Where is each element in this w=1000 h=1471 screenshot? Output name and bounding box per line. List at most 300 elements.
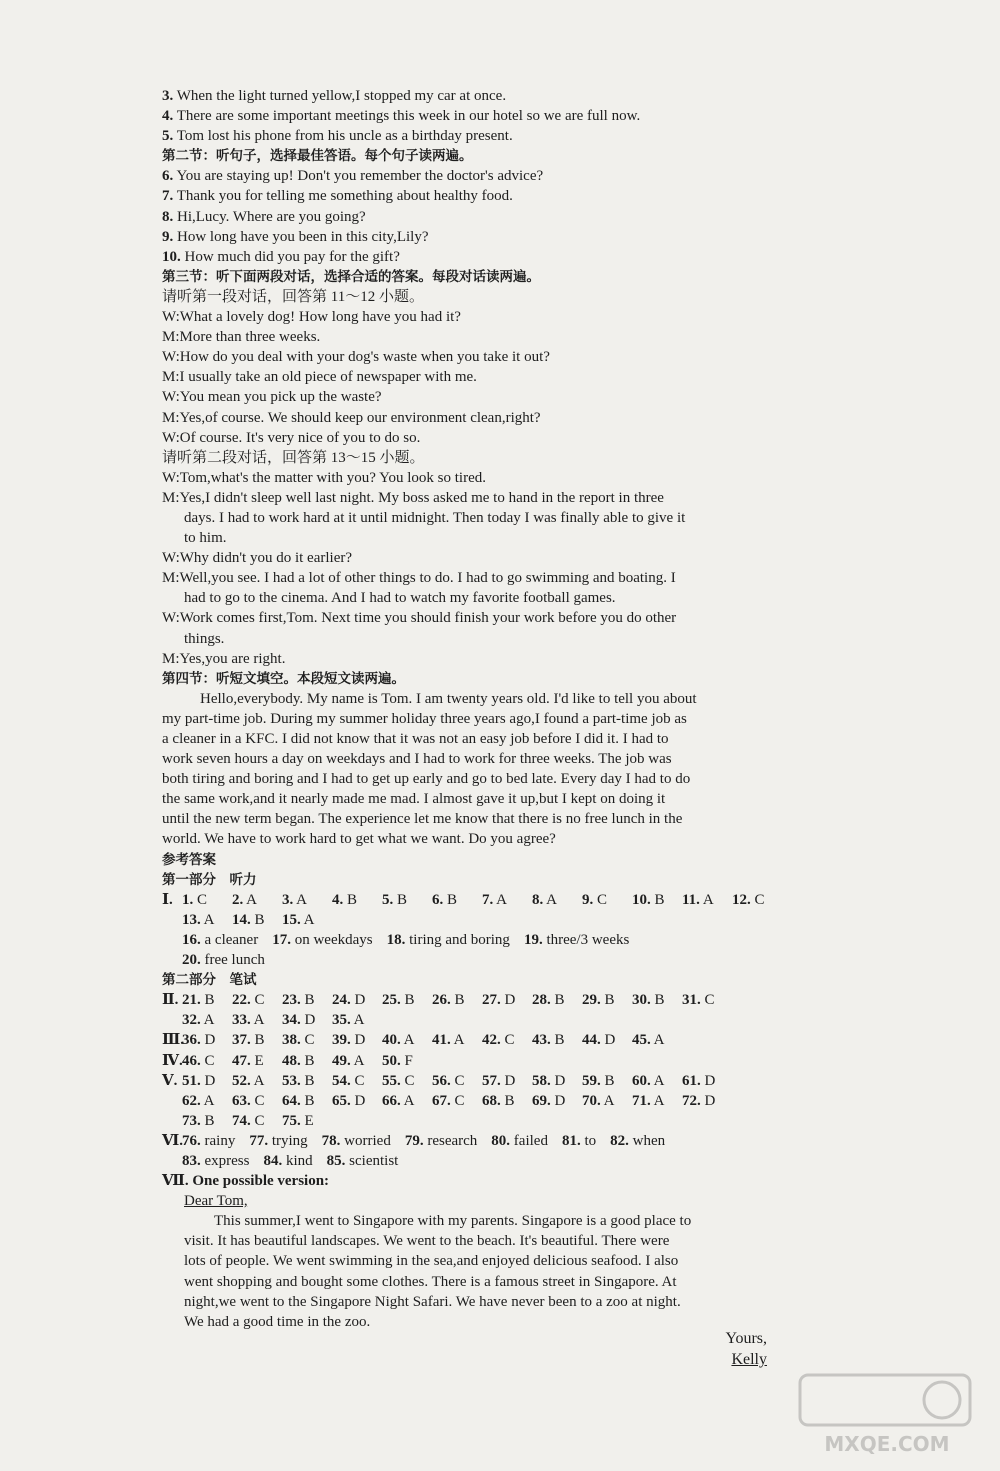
answer-item [182,1030,224,1050]
answer-value: B [300,1052,315,1069]
answer-item [632,990,674,1010]
dialog-continuation: days. I had to work hard at it until midnight. Then today I was finally able to give it [184,509,686,526]
answer-number: 11. [682,891,700,908]
dialog-line: W:Why didn't you do it earlier? [162,550,353,567]
letter-body [162,1211,777,1332]
answer-value: C [250,1092,265,1109]
answer-value: F [400,1052,413,1069]
section4-heading: 第四节：听短文填空。本段短文读两遍。 [162,670,405,687]
dialog-continuation: things. [184,630,225,647]
answer-item [532,1071,574,1091]
part2-answers [162,990,777,1171]
sentence-text: How long have you been in this city,Lily? [173,228,429,245]
answer-value: kind [282,1152,313,1169]
answer-row [162,1151,777,1171]
answer-row [162,990,777,1010]
sentence-number: 5. [162,128,174,145]
answer-item [482,1091,524,1111]
answer-number: 84. [263,1152,283,1169]
answer-number: 75. [282,1112,301,1129]
answer-number: 33. [232,1012,251,1029]
answer-number: 35. [332,1012,351,1029]
answer-item [682,990,724,1010]
answer-value: D [350,992,366,1009]
answer-item [332,990,374,1010]
answer-number: 76. [182,1132,201,1149]
answer-value: A [350,1052,365,1069]
answer-number: 24. [332,992,351,1009]
answer-number: 46. [182,1052,201,1069]
answer-item [232,910,274,930]
answer-item [322,1131,391,1151]
answer-item [482,990,524,1010]
answer-number: 40. [382,1032,401,1049]
answer-number: 41. [432,1032,451,1049]
answer-value: D [300,1012,316,1029]
answer-value: A [650,1032,665,1049]
answer-item [610,1131,665,1151]
answer-item [282,1051,324,1071]
answer-number: 45. [632,1032,651,1049]
section2-heading: 第二节：听句子，选择最佳答语。每个句子读两遍。 [162,148,473,165]
answer-value: D [350,1092,366,1109]
answer-number: 27. [482,992,501,1009]
answer-number: 30. [632,992,651,1009]
answer-row [162,1051,777,1071]
answer-value: C [200,1052,215,1069]
dialog-line: M:Yes,of course. We should keep our environment clean,right? [162,409,541,426]
answer-number: 42. [482,1032,501,1049]
answer-item [272,930,372,950]
answer-value: three/3 weeks [542,931,630,948]
answer-number: 57. [482,1072,501,1089]
answer-number: 37. [232,1032,251,1049]
answer-item [582,1071,624,1091]
answer-number: 56. [432,1072,451,1089]
sentence [162,126,777,146]
letter-line: night,we went to the Singapore Night Safari. We have never been to a zoo at night. [184,1293,681,1310]
answer-item [232,990,274,1010]
answer-number: 74. [232,1112,251,1129]
sentence [162,86,777,106]
answer-item [264,1151,313,1171]
answer-item [432,990,474,1010]
answer-item [327,1151,399,1171]
answer-number: 58. [532,1072,551,1089]
answer-number: 12. [732,891,751,908]
dialog-continuation: to him. [184,530,227,547]
answer-item [232,1010,274,1030]
passage [162,689,777,850]
answer-value: scientist [345,1152,399,1169]
answer-number: 1. [182,891,194,908]
answer-value: A [243,891,258,908]
answer-item [482,1030,524,1050]
answer-value: A [650,1092,665,1109]
answer-value: free lunch [200,952,265,969]
answer-value: C [450,1092,465,1109]
answer-row [162,1010,777,1030]
answer-value: A [200,1012,215,1029]
answer-item [682,1091,724,1111]
answer-value: B [300,1072,315,1089]
answer-item [382,990,424,1010]
answer-number: 7. [482,891,494,908]
dialog1 [162,307,777,448]
answer-item [582,1030,624,1050]
writing-label: Ⅶ. One possible version: [162,1173,330,1190]
roman-numeral: Ⅲ. [162,1032,185,1049]
answer-item [282,1091,324,1111]
answer-value: D [350,1032,366,1049]
answer-row [162,1111,777,1131]
answer-value: A [600,1092,615,1109]
answer-value: C [250,1112,265,1129]
letter-line: This summer,I went to Singapore with my parents. Singapore is a good place to [214,1213,692,1230]
answer-number: 50. [382,1052,401,1069]
answer-number: 21. [182,992,201,1009]
answer-item [382,890,424,910]
answer-item [182,1091,224,1111]
part2-heading: 第二部分 笔试 [162,972,257,989]
answer-number: 69. [532,1092,551,1109]
answer-item [232,1051,274,1071]
answer-number: 49. [332,1052,351,1069]
sentence-number: 7. [162,188,174,205]
sentence-text: How much did you pay for the gift? [180,248,400,265]
answer-value: express [200,1152,250,1169]
answer-value: B [650,891,665,908]
answer-number: 54. [332,1072,351,1089]
answer-value: B [200,1112,215,1129]
answer-number: 2. [232,891,244,908]
answer-number: 72. [682,1092,701,1109]
roman-numeral: Ⅱ. [162,992,179,1009]
answer-row [162,890,777,910]
answer-number: 63. [232,1092,251,1109]
answer-number: 44. [582,1032,601,1049]
letter-closing: Yours, [725,1330,767,1347]
passage-line: work seven hours a day on weekdays and I had to work for three weeks. The job was [162,751,672,768]
answer-value: A [400,1092,415,1109]
dialog-line: M:Yes,you are right. [162,650,286,667]
document-page [162,86,777,1332]
answer-value: A [200,1092,215,1109]
letter-line: went shopping and bought some clothes. There is a famous street in Singapore. At [184,1273,677,1290]
answer-item [182,930,258,950]
answer-number: 85. [326,1152,346,1169]
answer-item [232,1030,274,1050]
answer-item [282,990,324,1010]
answer-number: 13. [182,911,201,928]
answer-value: rainy [200,1132,236,1149]
answer-item [482,890,524,910]
answer-number: 36. [182,1032,201,1049]
answer-value: B [400,992,415,1009]
answer-number: 15. [282,911,301,928]
answer-number: 70. [582,1092,601,1109]
answer-row [162,1030,777,1050]
answer-number: 66. [382,1092,401,1109]
part1-answers [162,890,777,970]
answer-item [332,1071,374,1091]
answer-item [232,1071,274,1091]
answer-item [182,1111,224,1131]
answer-number: 79. [404,1132,424,1149]
dialog-line: W:Work comes first,Tom. Next time you should finish your work before you do other [162,610,677,627]
answer-item [382,1071,424,1091]
answer-number: 48. [282,1052,301,1069]
sentence [162,186,777,206]
sentence [162,247,777,267]
answer-number: 26. [432,992,451,1009]
answer-value: D [200,1072,216,1089]
answer-item [632,1071,674,1091]
answer-item [282,890,324,910]
answer-item [182,1151,250,1171]
answer-number: 53. [282,1072,301,1089]
sentence-text: When the light turned yellow,I stopped my car at once. [173,88,507,104]
answer-item [232,1091,274,1111]
answer-value: research [423,1132,478,1149]
answer-number: 18. [386,931,406,948]
answer-value: C [350,1072,365,1089]
dialog1-heading: 请听第一段对话，回答第 11～12 小题。 [162,288,424,305]
passage-line: a cleaner in a KFC. I did not know that it was not an easy job before I did it. I had to [162,731,669,747]
section3-heading: 第三节：听下面两段对话，选择合适的答案。每段对话读两遍。 [162,268,540,285]
answer-value: D [600,1032,616,1049]
answer-item [482,1071,524,1091]
letter-greeting: Dear Tom, [184,1193,248,1210]
letter-line: We had a good time in the zoo. [184,1313,371,1330]
answer-number: 55. [382,1072,401,1089]
answer-value: D [700,1072,716,1089]
roman-numeral: Ⅳ. [162,1052,183,1069]
answer-row [162,1131,777,1151]
answers-heading: 参考答案 [162,851,216,868]
answer-value: E [250,1052,264,1069]
answer-value: B [500,1092,515,1109]
answer-number: 67. [432,1092,451,1109]
answer-item [532,1030,574,1050]
answer-number: 19. [523,931,543,948]
answer-value: a cleaner [200,931,259,948]
answer-value: C [593,891,608,908]
answer-value: C [193,891,208,908]
passage-line: world. We have to work hard to get what we want. Do you agree? [162,831,556,848]
answer-item [182,910,224,930]
answer-value: B [250,911,265,928]
answer-item [332,1051,374,1071]
answer-row [162,930,777,950]
answer-value: A [493,891,508,908]
answer-number: 17. [272,931,291,948]
answer-number: 20. [182,952,201,969]
answer-value: worried [340,1132,391,1149]
answer-number: 10. [632,891,651,908]
answer-item [387,930,510,950]
answer-number: 16. [182,931,201,948]
sentence-number: 4. [162,108,174,125]
answer-number: 52. [232,1072,251,1089]
dialog2 [162,468,777,669]
answer-value: C [700,992,715,1009]
answer-value: A [300,911,315,928]
answer-number: 62. [182,1092,201,1109]
svg-text:MXQE.COM: MXQE.COM [824,1432,950,1456]
passage-line: both tiring and boring and I had to get up early and go to bed late. Every day I had to do [162,771,691,788]
roman-numeral: Ⅴ. [162,1072,178,1089]
answer-number: 60. [632,1072,651,1089]
dialog-line: W:You mean you pick up the waste? [162,389,382,406]
passage-line: until the new term began. The experience let me know that there is no free lunch in the [162,811,683,828]
answer-number: 65. [332,1092,351,1109]
passage-line: my part-time job. During my summer holiday three years ago,I found a part-time job as [162,710,687,727]
sentence [162,227,777,247]
dialog-line: W:What a lovely dog! How long have you had it? [162,309,461,326]
answer-number: 47. [232,1052,251,1069]
answer-item [182,990,224,1010]
answer-value: on weekdays [290,931,373,948]
answer-value: A [293,891,308,908]
answer-number: 29. [582,992,601,1009]
answer-item [182,1051,224,1071]
answer-number: 5. [382,891,394,908]
part1-heading: 第一部分 听力 [162,871,257,888]
sentence-number: 6. [162,168,174,185]
answer-row [162,950,777,970]
answer-number: 6. [432,891,444,908]
answer-value: B [443,891,458,908]
answer-value: C [750,891,765,908]
answer-number: 14. [232,911,251,928]
answer-item [432,1030,474,1050]
answer-item [249,1131,307,1151]
answer-item [382,1030,424,1050]
dialog2-heading: 请听第二段对话，回答第 13～15 小题。 [162,449,425,466]
dialog-line: M:Well,you see. I had a lot of other things to do. I had to go swimming and boating. I [162,570,676,587]
answer-number: 64. [282,1092,301,1109]
answer-item [332,890,374,910]
answer-item [282,1071,324,1091]
answer-number: 4. [332,891,344,908]
answer-number: 80. [491,1132,511,1149]
answer-item [405,1131,477,1151]
answer-number: 34. [282,1012,301,1029]
answer-item [332,1091,374,1111]
answer-item [582,990,624,1010]
answer-value: B [550,1032,565,1049]
dialog-line: M:Yes,I didn't sleep well last night. My boss asked me to hand in the report in three [162,489,664,506]
answer-value: B [650,992,665,1009]
letter-line: lots of people. We went swimming in the sea,and enjoyed delicious seafood. I also [184,1253,679,1270]
answer-item [182,1010,224,1030]
dialog-line: W:How do you deal with your dog's waste when you take it out? [162,349,550,366]
answer-number: 8. [532,891,544,908]
top-sentences [162,86,777,146]
passage-line: the same work,and it nearly made me mad. I almost gave it up,but I kept on doing it [162,791,666,808]
answer-value: A [250,1012,265,1029]
roman-numeral: Ⅰ. [162,891,173,908]
answer-value: trying [268,1132,308,1149]
answer-item [282,1010,324,1030]
answer-value: C [400,1072,415,1089]
sentence-number: 3. [162,88,174,104]
answer-item [282,1030,324,1050]
answer-item [232,1111,274,1131]
answer-value: A [400,1032,415,1049]
watermark-logo [792,1369,982,1459]
answer-item [532,1091,574,1111]
letter-line: visit. It has beautiful landscapes. We went to the beach. It's beautiful. There were [184,1233,670,1250]
answer-item [582,1091,624,1111]
answer-value: A [699,891,714,908]
sentence-text: There are some important meetings this week in our hotel so we are full now. [173,108,641,125]
answer-item [382,1091,424,1111]
dialog-continuation: had to go to the cinema. And I had to watch my favorite football games. [184,590,616,607]
answer-value: B [450,992,465,1009]
answer-number: 39. [332,1032,351,1049]
answer-row [162,1091,777,1111]
answer-item [524,930,629,950]
answer-value: to [580,1132,597,1149]
roman-numeral: Ⅵ. [162,1132,183,1149]
answer-value: B [600,992,615,1009]
answer-item [182,950,265,970]
answer-value: D [700,1092,716,1109]
answer-item [382,1051,424,1071]
answer-number: 31. [682,992,701,1009]
answer-row [162,910,777,930]
answer-value: B [250,1032,265,1049]
answer-number: 38. [282,1032,301,1049]
answer-value: C [450,1072,465,1089]
answer-item [732,890,774,910]
dialog-line: M:I usually take an old piece of newspaper with me. [162,369,477,386]
answer-value: D [550,1092,566,1109]
answer-value: B [300,1092,315,1109]
answer-item [332,1010,374,1030]
answer-item [682,890,724,910]
sentence-text: Hi,Lucy. Where are you going? [173,208,366,225]
answer-value: D [500,1072,516,1089]
answer-value: B [550,992,565,1009]
answer-number: 83. [182,1152,201,1169]
answer-number: 78. [321,1132,341,1149]
sentence [162,106,777,126]
answer-value: E [300,1112,314,1129]
answer-number: 43. [532,1032,551,1049]
answer-value: failed [510,1132,548,1149]
answer-value: B [393,891,408,908]
sentence-number: 10. [162,248,181,265]
answer-item [282,1111,324,1131]
answer-item [562,1131,596,1151]
answer-item [532,990,574,1010]
answer-item [232,890,274,910]
letter-signature: Kelly [731,1351,767,1368]
answer-value: C [300,1032,315,1049]
dialog-line: M:More than three weeks. [162,329,321,346]
answer-item [432,890,474,910]
answer-number: 9. [582,891,594,908]
answer-number: 22. [232,992,251,1009]
answer-item [632,1030,674,1050]
answer-item [282,910,324,930]
answer-number: 71. [632,1092,651,1109]
passage-line: Hello,everybody. My name is Tom. I am twenty years old. I'd like to tell you about [200,690,697,707]
answer-number: 28. [532,992,551,1009]
